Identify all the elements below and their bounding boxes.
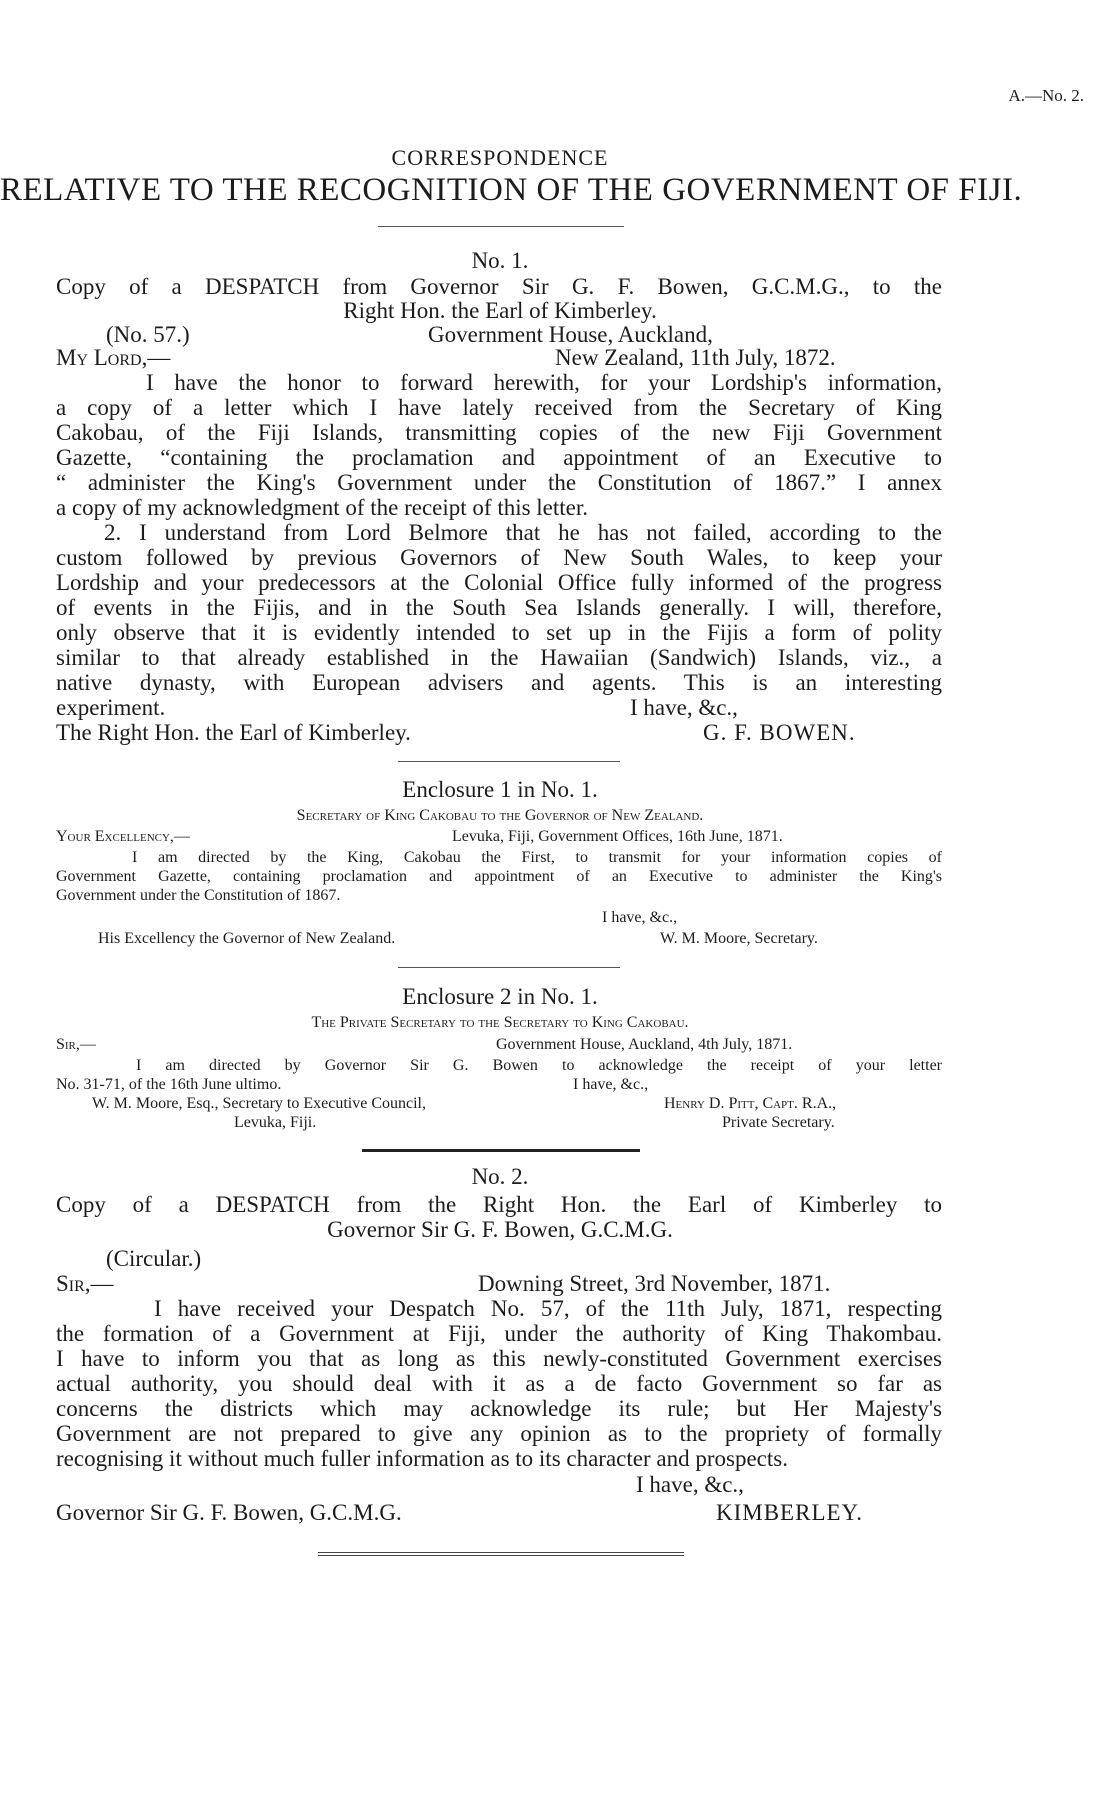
salutation: Your Excellency,— [56, 828, 190, 845]
addressee: His Excellency the Governor of New Zealand. [98, 930, 396, 947]
despatch-title-cont: Right Hon. the Earl of Kimberley. [343, 298, 657, 323]
body-line: native dynasty, with European advisers and agents. This is an interesting [56, 670, 942, 695]
sender-address: Downing Street, 3rd November, 1871. [478, 1271, 831, 1296]
body-line: concerns the districts which may acknowledge its rule; but Her Majesty's [56, 1396, 942, 1421]
closing: I have, &c., [573, 1076, 649, 1093]
addressee: W. M. Moore, Esq., Secretary to Executive Council, [92, 1095, 426, 1112]
signature-title: Private Secretary. [722, 1114, 835, 1131]
body-line: Lordship and your predecessors at the Colonial Office fully informed of the progress [56, 570, 942, 595]
divider [362, 1149, 640, 1152]
body-line: 2. I understand from Lord Belmore that he has not failed, according to the [104, 520, 942, 545]
body-line: of events in the Fijis, and in the South Sea Islands generally. I will, therefore, [56, 595, 942, 620]
enclosure-subheading: The Private Secretary to the Secretary to King Cakobau. [311, 1014, 689, 1031]
body-line: recognising it without much fuller information as to its character and prospects. [56, 1446, 788, 1471]
body-line: similar to that already established in the Hawaiian (Sandwich) Islands, viz., a [56, 645, 942, 670]
addressee: Governor Sir G. F. Bowen, G.C.M.G. [56, 1500, 402, 1525]
sender-address: Government House, Auckland, 4th July, 1871. [496, 1036, 793, 1053]
body-line: custom followed by previous Governors of New South Wales, to keep your [56, 545, 942, 570]
despatch-title: Copy of a DESPATCH from Governor Sir G. F. Bowen, G.C.M.G., to the [56, 274, 942, 299]
page-reference: A.—No. 2. [1008, 86, 1084, 105]
closing: I have, &c., [636, 1472, 744, 1497]
body-line: experiment. [56, 695, 166, 720]
addressee-location: Levuka, Fiji. [234, 1114, 317, 1131]
body-line: Government are not prepared to give any opinion as to the propriety of formally [56, 1421, 942, 1446]
body-line: I have received your Despatch No. 57, of the 11th July, 1871, respecting [154, 1296, 942, 1321]
body-line: a copy of a letter which I have lately received from the Secretary of King [56, 395, 942, 420]
enclosure-subheading: Secretary of King Cakobau to the Governor of New Zealand. [296, 807, 704, 824]
despatch-number-2: No. 2. [471, 1164, 529, 1189]
body-line: the formation of a Government at Fiji, under the authority of King Thakombau. [56, 1321, 942, 1346]
divider [398, 761, 620, 762]
sender-address: Levuka, Fiji, Government Offices, 16th June, 1871. [452, 828, 783, 845]
addressee: The Right Hon. the Earl of Kimberley. [56, 720, 411, 745]
body-line: Cakobau, of the Fiji Islands, transmitting copies of the new Fiji Government [56, 420, 942, 445]
circular-label: (Circular.) [106, 1246, 202, 1271]
signature: G. F. BOWEN. [703, 720, 856, 745]
divider [398, 967, 620, 968]
salutation: Sir,— [56, 1036, 96, 1053]
divider [378, 226, 624, 227]
signature: Henry D. Pitt, Capt. R.A., [664, 1095, 837, 1112]
body-line: I have the honor to forward herewith, for your Lordship's information, [146, 370, 942, 395]
body-line: No. 31-71, of the 16th June ultimo. [56, 1076, 282, 1093]
body-line: Government Gazette, containing proclamation and appointment of an Executive to administer the King's [56, 868, 942, 885]
enclosure-heading: Enclosure 1 in No. 1. [402, 777, 598, 802]
sender-address: Government House, Auckland, [428, 322, 713, 347]
body-line: Government under the Constitution of 1867. [56, 887, 341, 904]
header-title: RELATIVE TO THE RECOGNITION OF THE GOVERNMENT OF FIJI. [0, 172, 1023, 208]
body-line: only observe that it is evidently intended to set up in the Fijis a form of polity [56, 620, 942, 645]
despatch-title-cont: Governor Sir G. F. Bowen, G.C.M.G. [327, 1217, 673, 1242]
header-correspondence: CORRESPONDENCE [391, 145, 609, 170]
salutation: Sir,— [56, 1271, 114, 1296]
signature: W. M. Moore, Secretary. [660, 930, 818, 947]
body-line: I am directed by Governor Sir G. Bowen to acknowledge the receipt of your letter [136, 1057, 942, 1074]
closing: I have, &c., [630, 695, 738, 720]
despatch-title: Copy of a DESPATCH from the Right Hon. the Earl of Kimberley to [56, 1192, 942, 1217]
sender-address-date: New Zealand, 11th July, 1872. [555, 345, 836, 370]
despatch-number-1: No. 1. [471, 248, 529, 273]
body-line: actual authority, you should deal with it as a de facto Government so far as [56, 1371, 942, 1396]
signature: KIMBERLEY. [716, 1500, 863, 1525]
body-line: I have to inform you that as long as this newly-constituted Government exercises [56, 1346, 942, 1371]
enclosure-heading: Enclosure 2 in No. 1. [402, 984, 598, 1009]
body-line: Gazette, “containing the proclamation and appointment of an Executive to [56, 445, 942, 470]
despatch-reference-number: (No. 57.) [106, 322, 190, 347]
body-line: I am directed by the King, Cakobau the First, to transmit for your information copies of [132, 849, 942, 866]
salutation: My Lord,— [56, 345, 171, 370]
body-line: a copy of my acknowledgment of the receipt of this letter. [56, 495, 589, 520]
closing: I have, &c., [602, 909, 678, 926]
body-line: “ administer the King's Government under the Constitution of 1867.” I annex [56, 470, 942, 495]
end-divider [318, 1552, 684, 1556]
